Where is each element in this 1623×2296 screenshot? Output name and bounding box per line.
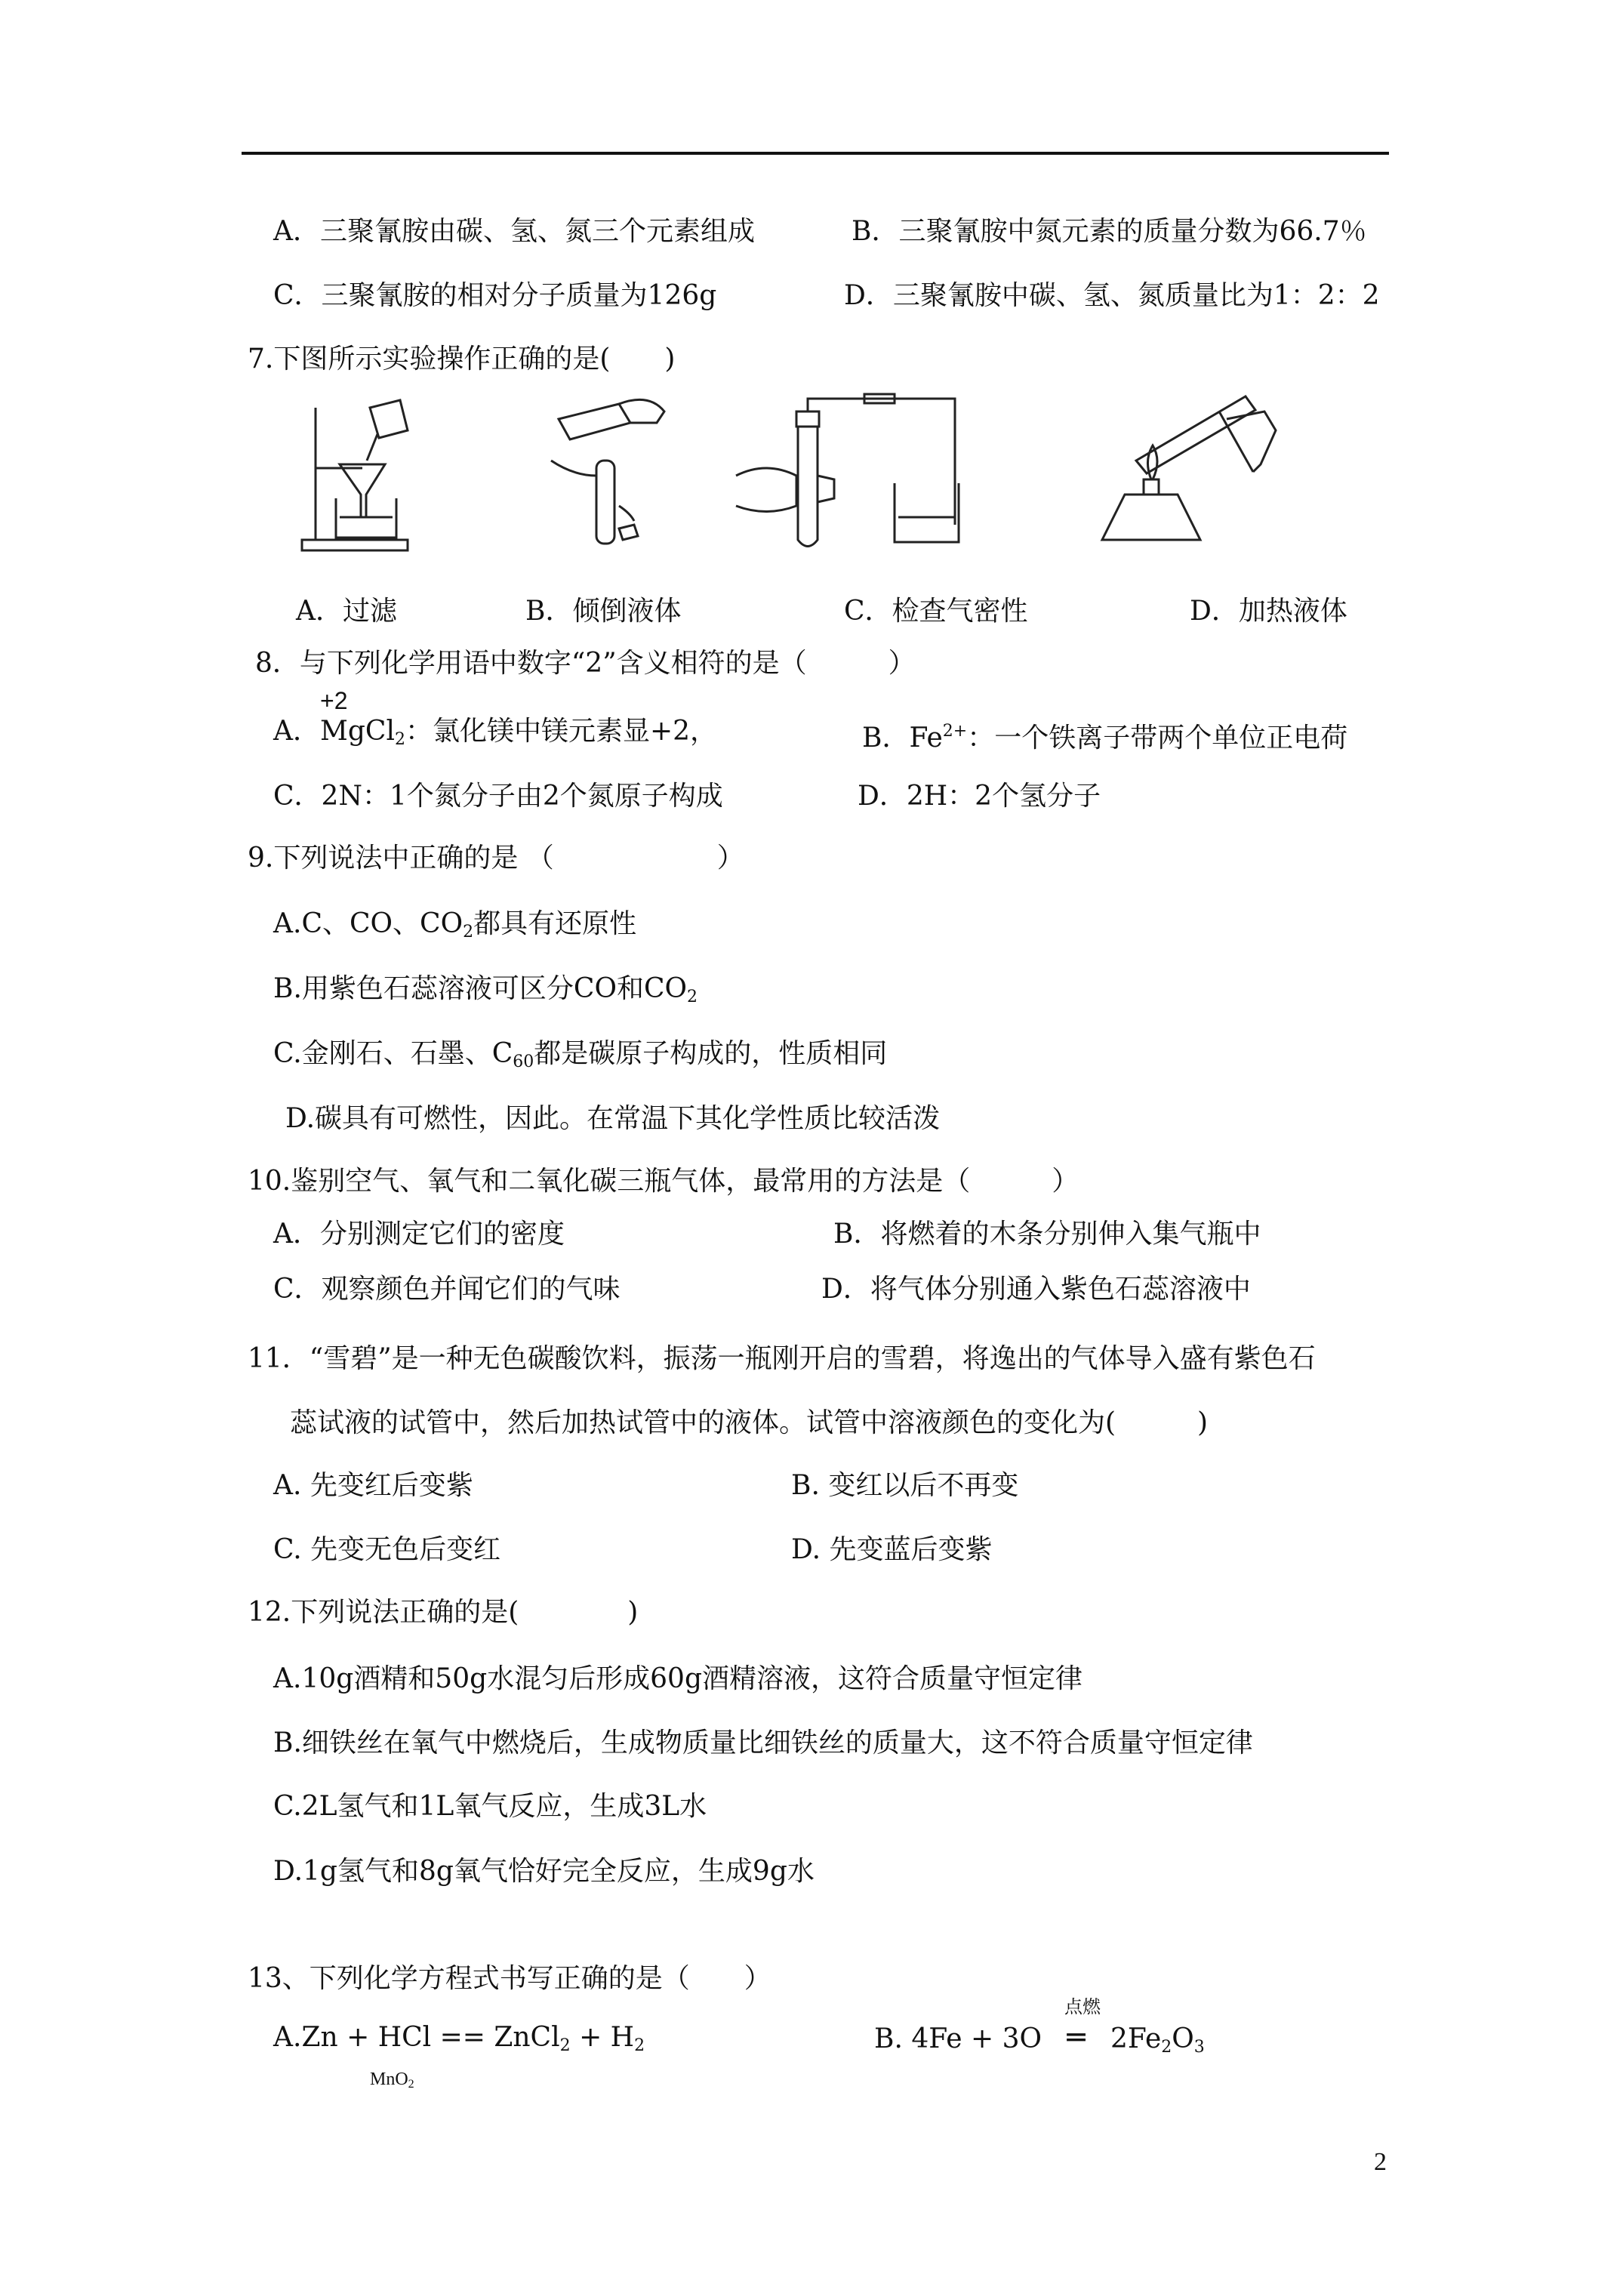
q7-option-b: B．倾倒液体 <box>525 596 682 627</box>
q10-option-d: D．将气体分别通入紫色石蕊溶液中 <box>821 1274 1251 1305</box>
q11-option-a: A. 先变红后变紫 <box>273 1470 473 1501</box>
q9-stem: 9.下列说法中正确的是 （ ） <box>248 843 744 874</box>
q8-stem: 8．与下列化学用语中数字“2”含义相符的是（ ） <box>255 648 916 679</box>
q9-option-c: C.金刚石、石墨、$C_{60}$都是碳原子构成的，性质相同 <box>273 1038 888 1071</box>
q12-option-d: D.1g氢气和8g氧气恰好完全反应，生成9g水 <box>273 1856 815 1887</box>
q9-option-b: B.用紫色石蕊溶液可区分CO和$CO_2$ <box>273 973 698 1006</box>
q13-option-b: B. 4Fe + 3O ═ $2Fe_2O_3$ <box>874 2020 1205 2057</box>
q13-condition-label: 点燃 <box>1064 1997 1101 2017</box>
filtration-figure <box>294 393 415 555</box>
heating-figure <box>1083 389 1291 551</box>
q11-option-d: D. 先变蓝后变紫 <box>791 1534 993 1565</box>
q11-option-c: C. 先变无色后变红 <box>273 1534 501 1565</box>
q10-option-b: B．将燃着的木条分别伸入集气瓶中 <box>833 1219 1261 1250</box>
airtightness-figure <box>728 393 962 555</box>
q6-option-c: C．三聚氰胺的相对分子质量为126g <box>273 280 717 311</box>
q10-stem: 10.鉴别空气、氧气和二氧化碳三瓶气体，最常用的方法是（ ） <box>248 1166 1079 1197</box>
q13-catalyst-label: MnO$_2$ <box>370 2069 414 2091</box>
q8-option-c: C．2N：1个氮分子由2个氮原子构成 <box>273 781 723 812</box>
q11-stem-line2: 蕊试液的试管中，然后加热试管中的液体。试管中溶液颜色的变化为( ) <box>290 1407 1209 1438</box>
page-number: 2 <box>1374 2148 1387 2176</box>
q8-valence-mark: +2 <box>320 687 348 714</box>
q11-option-b: B. 变红以后不再变 <box>791 1470 1019 1501</box>
q10-option-a: A．分别测定它们的密度 <box>273 1219 565 1250</box>
q6-option-a: A．三聚氰胺由碳、氢、氮三个元素组成 <box>273 216 755 247</box>
q7-stem: 7.下图所示实验操作正确的是( ) <box>248 344 676 374</box>
q6-option-b: B．三聚氰胺中氮元素的质量分数为66.7％ <box>852 216 1367 247</box>
pouring-figure <box>528 393 679 555</box>
q9-option-d: D.碳具有可燃性，因此。在常温下其化学性质比较活泼 <box>285 1103 941 1134</box>
q11-stem-line1: 11．“雪碧”是一种无色碳酸饮料，振荡一瓶刚开启的雪碧，将逸出的气体导入盛有紫色石 <box>248 1343 1316 1374</box>
q7-option-a: A．过滤 <box>296 596 397 627</box>
q13-stem: 13、下列化学方程式书写正确的是（ ） <box>248 1963 771 1994</box>
q6-option-d: D．三聚氰胺中碳、氢、氮质量比为1：2：2 <box>844 280 1380 311</box>
header-rule <box>242 152 1389 155</box>
q9-option-a: A.C、CO、$CO_2$都具有还原性 <box>273 908 637 942</box>
q7-option-c: C．检查气密性 <box>844 596 1028 627</box>
q12-option-b: B.细铁丝在氧气中燃烧后，生成物质量比细铁丝的质量大，这不符合质量守恒定律 <box>273 1727 1253 1758</box>
q13-option-a: A.Zn + HCl == ZnCl$_2$ + $H_2$ <box>273 2022 645 2055</box>
q12-option-a: A.10g酒精和50g水混匀后形成60g酒精溶液，这符合质量守恒定律 <box>273 1663 1083 1694</box>
q12-stem: 12.下列说法正确的是( ) <box>248 1597 639 1628</box>
q7-option-d: D．加热液体 <box>1190 596 1347 627</box>
q8-option-d: D．2H：2个氢分子 <box>858 781 1101 812</box>
q8-option-b: B．$Fe^{2+}$：一个铁离子带两个单位正电荷 <box>862 722 1348 754</box>
q10-option-c: C．观察颜色并闻它们的气味 <box>273 1274 621 1305</box>
q12-option-c: C.2L氢气和1L氧气反应，生成3L水 <box>273 1791 707 1822</box>
q8-option-a: A．MgCl$_2$：氯化镁中镁元素显+2， <box>273 716 718 749</box>
